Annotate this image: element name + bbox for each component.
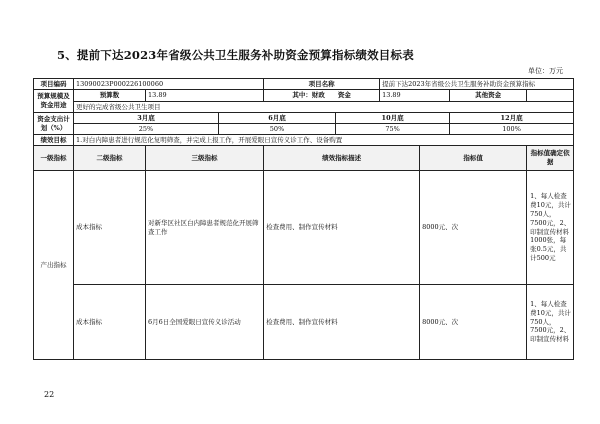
indicator-row	[34, 285, 574, 360]
indicator-description: 检查费用、制作宣传材料	[264, 285, 420, 360]
fiscal-amount: 13.89	[380, 90, 450, 102]
other-funds	[527, 90, 574, 102]
indicator-basis: 1、每人检查费10元，共计750人，7500元，2、印制宣传材料1000张，每张0.5元，共计500元	[527, 171, 574, 285]
progress-header-q4: 12月底	[450, 113, 574, 124]
project-code: 13090023P000226100060	[74, 79, 264, 90]
budget-amount: 13.89	[146, 90, 264, 102]
indicator-level2: 成本指标	[74, 171, 146, 285]
header-level3: 三级指标	[146, 146, 264, 171]
budget-amount-label: 预算数	[74, 90, 146, 102]
header-level1: 一级指标	[34, 146, 74, 171]
progress-header-q3: 10月底	[336, 113, 450, 124]
indicator-value: 8000元、次	[420, 285, 527, 360]
indicator-level2: 成本指标	[74, 285, 146, 360]
other-funds-label: 其他资金	[450, 90, 527, 102]
indicator-level3: 6月6日全国爱眼日宣传义诊活动	[146, 285, 264, 360]
goal-row	[34, 135, 574, 146]
progress-value-q1: 25%	[74, 124, 219, 135]
project-name-label: 项目名称	[264, 79, 380, 90]
purpose-row	[34, 102, 574, 113]
indicator-basis: 1、每人检查费10元，共计750人，7500元，2、印制宣传材料	[527, 285, 574, 360]
page-number: 22	[44, 390, 55, 399]
indicator-value: 8000元、次	[420, 171, 527, 285]
progress-header-q1: 3月底	[74, 113, 219, 124]
header-level2: 二级指标	[74, 146, 146, 171]
progress-value-q4: 100%	[450, 124, 574, 135]
indicator-level1: 产出指标	[34, 171, 74, 360]
project-row	[34, 79, 574, 90]
project-code-label: 项目编码	[34, 79, 74, 90]
progress-value-q3: 75%	[336, 124, 450, 135]
page-title: 5、提前下达2023年省级公共卫生服务补助资金预算指标绩效目标表	[57, 48, 414, 62]
goal-text: 1.对白内障患者进行规范化复明筛查，并完成上报工作，开展爱眼日宣传义诊工作、设备购置	[74, 135, 574, 146]
header-basis: 指标值确定依据	[527, 146, 574, 171]
indicator-level3: 对新华区社区白内障患者规范化开展筛查工作	[146, 171, 264, 285]
progress-label: 资金支出计划（%）	[34, 113, 74, 135]
budget-row	[34, 90, 574, 102]
progress-value-q2: 50%	[219, 124, 336, 135]
purpose-text: 更好的完成省级公共卫生项目	[74, 102, 574, 113]
indicator-description: 检查费用、制作宣传材料	[264, 171, 420, 285]
performance-table	[33, 78, 574, 360]
fiscal-funds-label: 其中：财政 资金	[264, 90, 380, 102]
header-description: 绩效指标描述	[264, 146, 420, 171]
project-name: 提前下达2023年省级公共卫生服务补助资金预算指标	[380, 79, 574, 90]
progress-value-row	[34, 124, 574, 135]
progress-header-q2: 6月底	[219, 113, 336, 124]
indicator-header-row	[34, 146, 574, 171]
goal-label: 绩效目标	[34, 135, 74, 146]
indicator-row	[34, 171, 574, 285]
budget-label: 预算规模及资金用途	[34, 90, 74, 113]
unit-label: 单位：万元	[528, 67, 563, 75]
header-value: 指标值	[420, 146, 527, 171]
progress-header-row	[34, 113, 574, 124]
